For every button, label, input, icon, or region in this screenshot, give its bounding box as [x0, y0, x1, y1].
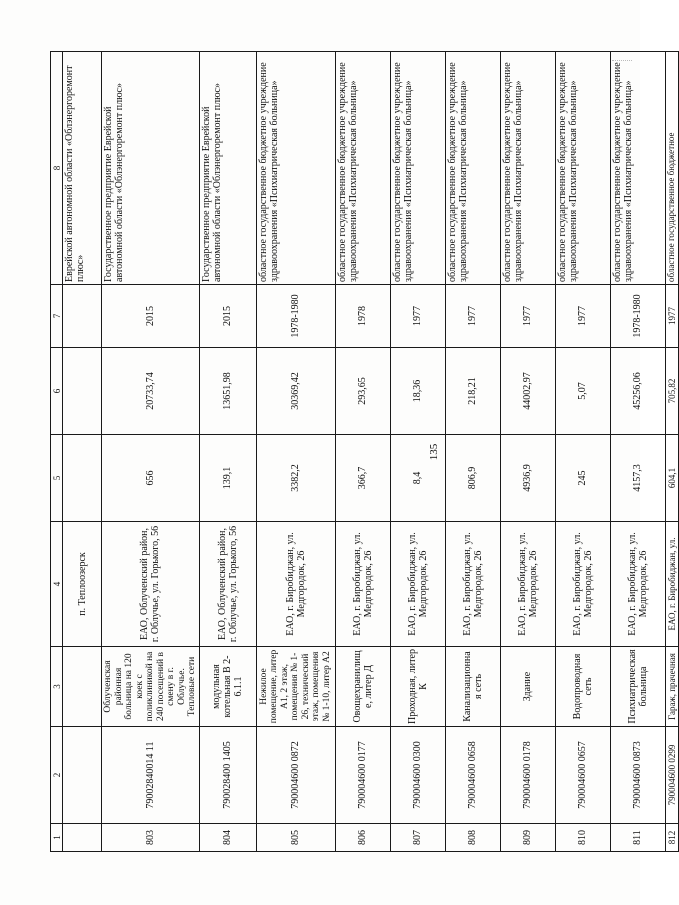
object-area: 139,1 [199, 435, 256, 522]
property-table [50, 51, 679, 852]
object-name: Овощехранилище, литер Д [335, 647, 390, 727]
object-year: 2015 [102, 285, 200, 348]
holder-cell: областное государственное бюджетное [665, 52, 678, 285]
object-name: Облученская районная больница на 120 коек с поликлиникой на 240 посещений в смену в г. Облучье. Тепловые сети [102, 647, 200, 727]
row-number: 804 [199, 824, 256, 852]
column-number: 4 [51, 522, 63, 647]
object-name: Психиатрическая больница [610, 647, 665, 727]
object-name: Проходная, литер К [390, 647, 445, 727]
object-area: 4157,3 [610, 435, 665, 522]
row-number: 810 [555, 824, 610, 852]
table-row [610, 52, 665, 852]
holder-cell: областное государственное бюджетное учреждение здравоохранения «Психиатрическая больница» [256, 52, 335, 285]
holder-cell: областное государственное бюджетное учреждение здравоохранения «Психиатрическая больница» [335, 52, 390, 285]
object-area: 8,4 [390, 435, 445, 522]
object-address: ЕАО, г. Биробиджан, ул. Медгородок, 26 [555, 522, 610, 647]
page-number: 135 [428, 443, 440, 461]
registry-code: 790004600 0300 [390, 727, 445, 824]
registry-code: 790004600 0658 [445, 727, 500, 824]
empty-cell [63, 435, 102, 522]
holder-cell: Государственное предприятие Еврейской автономной области «Облэнергоремонт плюс» [102, 52, 200, 285]
object-address: ЕАО, Облученский район, г. Облучье, ул. Горького, 56 [102, 522, 200, 647]
registry-code: 790028400 1405 [199, 727, 256, 824]
registry-code: 790004600 0177 [335, 727, 390, 824]
registry-code: 790004600 0299 [665, 727, 678, 824]
object-value: 218,21 [445, 348, 500, 435]
object-area: 806,9 [445, 435, 500, 522]
object-area: 3382,2 [256, 435, 335, 522]
empty-cell [63, 285, 102, 348]
table-row [555, 52, 610, 852]
object-address: ЕАО, г. Биробиджан, ул. Медгородок, 26 [390, 522, 445, 647]
object-year: 1977 [555, 285, 610, 348]
object-value: 5,07 [555, 348, 610, 435]
table-row [445, 52, 500, 852]
table-row [500, 52, 555, 852]
object-name: модульная котельная В 2-6.1.1 [199, 647, 256, 727]
column-number: 8 [51, 52, 63, 285]
row-number: 803 [102, 824, 200, 852]
object-year: 1978 [335, 285, 390, 348]
locality-row [63, 52, 102, 852]
holder-cell: Еврейской автономной области «Облэнергоремонт плюс» [63, 52, 102, 285]
row-number: 812 [665, 824, 678, 852]
object-year: 1977 [665, 285, 678, 348]
object-value: 44002,97 [500, 348, 555, 435]
empty-cell [63, 824, 102, 852]
table-row [390, 52, 445, 852]
object-address: ЕАО, г. Биробиджан, ул. Медгородок, 26 [445, 522, 500, 647]
object-year: 1977 [445, 285, 500, 348]
column-number: 1 [51, 824, 63, 852]
locality-label: п. Теплоозерск [63, 522, 102, 647]
table-row [102, 52, 200, 852]
object-address: ЕАО, г. Биробиджан, ул. Медгородок, 26 [335, 522, 390, 647]
object-value: 293,65 [335, 348, 390, 435]
object-year: 1977 [500, 285, 555, 348]
column-number: 3 [51, 647, 63, 727]
object-area: 366,7 [335, 435, 390, 522]
object-year: 1978-1980 [256, 285, 335, 348]
object-area: 604,1 [665, 435, 678, 522]
table-row [335, 52, 390, 852]
object-value: 13651,98 [199, 348, 256, 435]
object-value: 705,82 [665, 348, 678, 435]
empty-cell [63, 348, 102, 435]
object-name: Гараж, прачечная [665, 647, 678, 727]
row-number: 809 [500, 824, 555, 852]
empty-cell [63, 727, 102, 824]
row-number: 807 [390, 824, 445, 852]
object-year: 1978-1980 [610, 285, 665, 348]
object-name: Здание [500, 647, 555, 727]
table-row [199, 52, 256, 852]
registry-code: 790004600 0178 [500, 727, 555, 824]
object-address: ЕАО, г. Биробиджан, ул. Медгородок, 26 [610, 522, 665, 647]
row-number: 805 [256, 824, 335, 852]
object-address: ЕАО, г. Биробиджан, ул. Медгородок, 26 [256, 522, 335, 647]
registry-code: 790004600 0873 [610, 727, 665, 824]
registry-code: 790004600 0872 [256, 727, 335, 824]
column-number: 6 [51, 348, 63, 435]
column-number: 7 [51, 285, 63, 348]
column-number: 5 [51, 435, 63, 522]
object-area: 245 [555, 435, 610, 522]
object-value: 18,36 [390, 348, 445, 435]
registry-code: 790004600 0657 [555, 727, 610, 824]
column-number: 2 [51, 727, 63, 824]
column-number-row [51, 52, 63, 852]
object-value: 30369,42 [256, 348, 335, 435]
row-number: 811 [610, 824, 665, 852]
holder-cell: областное государственное бюджетное учреждение здравоохранения «Психиатрическая больница» [445, 52, 500, 285]
object-address: ЕАО, Облученский район, г. Облучье, ул. Горького, 56 [199, 522, 256, 647]
object-name: Нежилое помещение, литер А1, 2 этаж, помещения № 1-26, технический этаж, помещения № 1-10, литер А2 [256, 647, 335, 727]
object-value: 45256,06 [610, 348, 665, 435]
holder-cell: Государственное предприятие Еврейской автономной области «Облэнергоремонт плюс» [199, 52, 256, 285]
object-area: 656 [102, 435, 200, 522]
row-number: 806 [335, 824, 390, 852]
object-name: Водопроводная сеть [555, 647, 610, 727]
row-number: 808 [445, 824, 500, 852]
object-name: Канализационная сеть [445, 647, 500, 727]
object-value: 20733,74 [102, 348, 200, 435]
table-row [665, 52, 678, 852]
registry-code: 79002840014 11 [102, 727, 200, 824]
empty-cell [63, 647, 102, 727]
object-address: ЕАО, г. Биробиджан, ул. Медгородок, 26 [500, 522, 555, 647]
rotated-table-container [50, 52, 677, 852]
object-year: 2015 [199, 285, 256, 348]
object-area: 4936,9 [500, 435, 555, 522]
holder-cell: областное государственное бюджетное учреждение здравоохранения «Психиатрическая больница» [610, 52, 665, 285]
holder-cell: областное государственное бюджетное учреждение здравоохранения «Психиатрическая больница» [555, 52, 610, 285]
holder-cell: областное государственное бюджетное учреждение здравоохранения «Психиатрическая больница» [500, 52, 555, 285]
object-address: ЕАО, г. Биробиджан, ул. [665, 522, 678, 647]
holder-cell: областное государственное бюджетное учреждение здравоохранения «Психиатрическая больница» [390, 52, 445, 285]
table-row [256, 52, 335, 852]
object-year: 1977 [390, 285, 445, 348]
